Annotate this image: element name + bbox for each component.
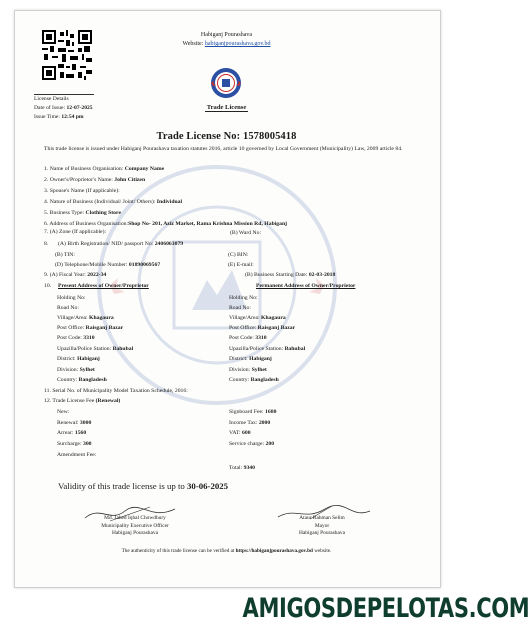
present-country: Country: Bangladesh	[57, 377, 107, 383]
mayor-signature-block	[262, 515, 382, 538]
permanent-country: Country: Bangladesh	[229, 377, 279, 383]
field-business-start-date: (B) Business Starting Date: 02-03-2018	[245, 272, 336, 278]
license-title: Trade License No: 1578005418	[156, 131, 297, 142]
validity-statement: Validity of this trade license is up to 30-06-2025	[58, 481, 229, 491]
field-fiscal-year: 9. (A) Fiscal Year: 2022-34	[44, 272, 107, 278]
site-brand-watermark: AMIGOSDEPELOTAS.COM	[242, 593, 529, 624]
present-address-heading: Present Address of Owner/Proprietor	[58, 283, 149, 289]
field-owner-name: 2. Owner's/Proprietor's Name: John Citizen	[44, 177, 146, 183]
field-nature-of-business: 4. Nature of Business (Individual/ Joint/ Others): Individual	[44, 199, 183, 205]
officer-name: Md. Jahed Iqbal Chowdhury	[104, 515, 166, 521]
present-upazila: Upazilla/Police Station: Bahubal	[57, 346, 134, 352]
pourashava-seal-logo	[210, 67, 242, 99]
mayor-org: Habiganj Pourashava	[299, 530, 345, 536]
permanent-address-heading: Permanent Address of Owner/Proprietor	[256, 283, 356, 289]
present-post-code: Post Code: 3310	[57, 335, 95, 341]
permanent-post-code: Post Code: 3310	[229, 335, 267, 341]
header-website: Website: habiganjpourashava.gov.bd	[182, 41, 271, 47]
field-business-type: 5. Business Type: Clothing Store	[44, 210, 121, 216]
license-details-heading: License Details	[34, 96, 69, 102]
website-link[interactable]: habiganjpourashava.gov.bd	[204, 41, 271, 47]
field-business-address: 6. Address of Business Organisation:Shop No- 201, Aziz Market, Rama Krishna Mission Rd, Habiganj	[44, 221, 288, 227]
field-bin: (C) BIN:	[228, 252, 249, 258]
officer-org: Habiganj Pourashava	[112, 530, 158, 536]
verify-link[interactable]: https://habiganjpourashava.gov.bd	[235, 548, 313, 554]
fee-income-tax: Income Tax: 2000	[229, 420, 271, 426]
field-zone: 7. (A) Zone (If applicable):	[44, 229, 107, 235]
fee-service-charge: Service charge: 200	[229, 441, 275, 447]
present-village: Village/Area: Khagaura	[57, 315, 114, 321]
present-road: Road No:	[57, 305, 79, 311]
field-serial-no: 11. Serial No. of Municipality Model Taxation Schedule, 2016:	[44, 388, 188, 394]
authenticity-footer: The authenticity of this trade license can be verified at https://habiganjpourashava.gov.bd website.	[121, 548, 332, 554]
fee-renewal: Renewal: 3000	[57, 420, 92, 426]
field-tin: (B) TIN:	[55, 252, 75, 258]
present-post-office: Post Office: Raisganj Bazar	[57, 325, 124, 331]
fee-vat: VAT: 600	[229, 430, 251, 436]
issue-time: Issue Time: 12:54 pm	[34, 114, 84, 120]
field-phone: (D) Telephone/Mobile Number: 01890069567	[55, 262, 161, 268]
field-10-number: 10.	[44, 283, 52, 289]
license-intro: This trade license is issued under Habiganj Pourashava taxation statutes 2016, article 10 governed by Local Government (Municipality) Law, 2009 article 84.	[44, 146, 403, 152]
field-nid: (A) Birth Registration/ NID/ passport No: 2406063079	[58, 241, 184, 247]
field-spouse-name: 3. Spouse's Name (If applicable):	[44, 188, 120, 194]
header-org: Habiganj Pourashava	[200, 32, 253, 38]
officer-title: Municipality Executive Officer	[101, 522, 169, 529]
fee-amendment: Amendment Fee:	[57, 452, 97, 458]
permanent-road: Road No:	[229, 305, 251, 311]
permanent-upazila: Upazilla/Police Station: Bahubal	[229, 346, 306, 352]
issue-date: Date of Issue: 12-07-2025	[34, 105, 93, 111]
present-division: Division: Sylhet	[57, 367, 95, 373]
field-ward-no: (B) Ward No:	[230, 230, 262, 236]
field-8-number: 8.	[44, 241, 49, 247]
present-district: District: Habiganj	[57, 356, 100, 362]
fee-new: New:	[57, 409, 70, 415]
fee-total: Total: 9340	[229, 465, 255, 471]
field-license-fee: 12. Trade License Fee (Renewal)	[44, 398, 121, 404]
mayor-name: Ataur Rahman Selim	[299, 515, 345, 521]
fee-surcharge: Surcharge: 300	[57, 441, 92, 447]
permanent-post-office: Post Office: Raisganj Bazar	[229, 325, 296, 331]
permanent-district: District: Habiganj	[229, 356, 272, 362]
present-holding: Holding No:	[57, 295, 86, 301]
fee-signboard: Signboard Fee: 1680	[229, 409, 277, 415]
permanent-village: Village/Area: Khagaura	[229, 315, 286, 321]
mayor-title: Mayor	[314, 522, 330, 529]
officer-signature-block	[75, 515, 195, 538]
trade-license-label: Trade License	[206, 104, 247, 111]
field-business-name: 1. Name of Business Organisation: Company Name	[44, 166, 165, 172]
permanent-division: Division: Sylhet	[229, 367, 267, 373]
field-email: (E) E-mail:	[228, 262, 254, 268]
permanent-holding: Holding No:	[229, 295, 258, 301]
fee-arrear: Arrear: 1560	[57, 430, 87, 436]
